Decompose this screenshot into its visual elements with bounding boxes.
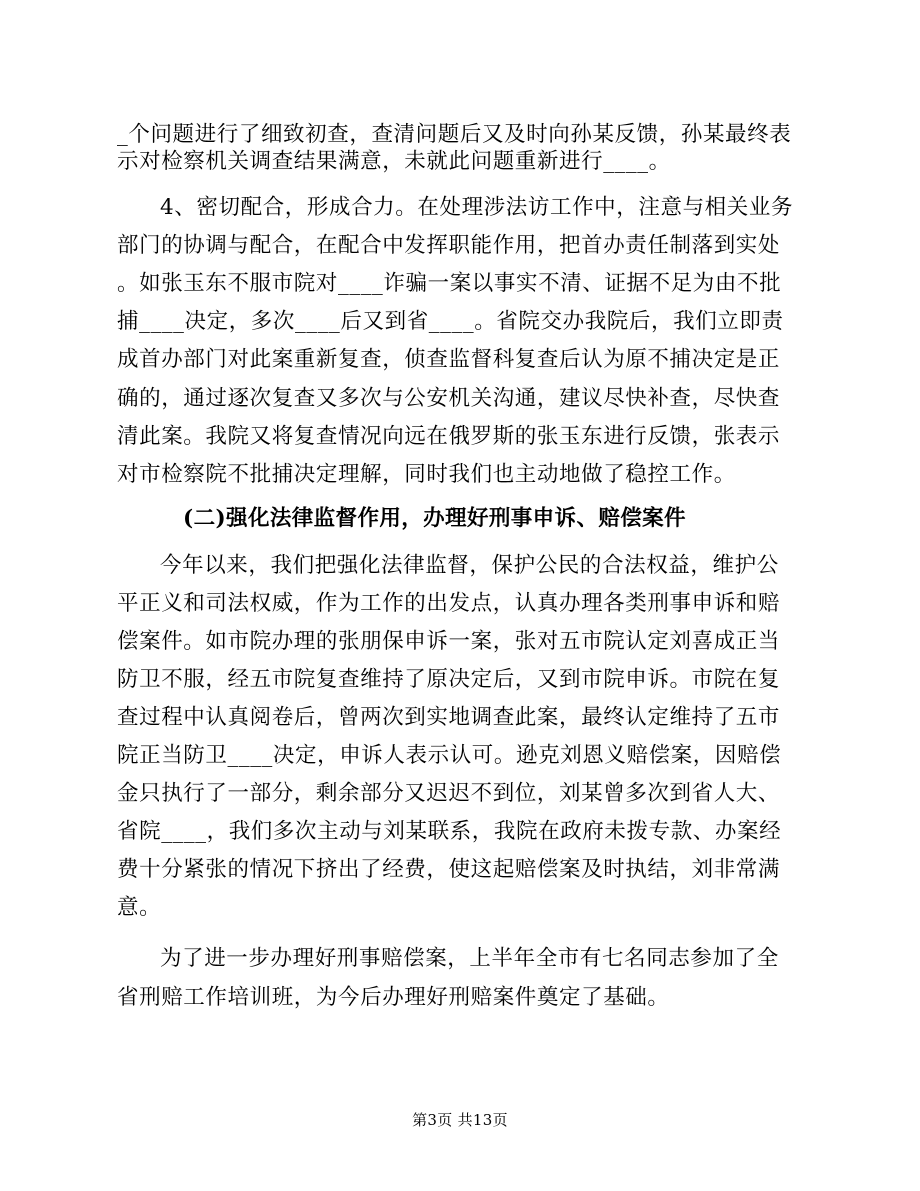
paragraph-2-line-5: 成首办部门对此案重新复查，侦查监督科复查后认为原不捕决定是正 [117, 347, 781, 372]
paragraph-1-line-1: _个问题进行了细致初查，查清问题后又及时向孙某反馈，孙某最终表 [117, 122, 792, 147]
paragraph-3-line-3: 偿案件。如市院办理的张朋保申诉一案，张对五市院认定刘喜成正当 [117, 629, 781, 654]
paragraph-2-line-8: 对市检察院不批捕决定理解，同时我们也主动地做了稳控工作。 [117, 462, 736, 487]
paragraph-3-line-6: 院正当防卫____决定，申诉人表示认可。逊克刘恩义赔偿案，因赔偿 [117, 743, 782, 768]
paragraph-3-line-9: 费十分紧张的情况下挤出了经费，使这起赔偿案及时执结，刘非常满 [117, 857, 781, 882]
paragraph-3-line-2: 平正义和司法权威，作为工作的出发点，认真办理各类刑事申诉和赔 [117, 591, 781, 616]
page-number-footer: 第3页 共13页 [412, 1111, 508, 1129]
paragraph-2-line-6: 确的，通过逐次复查又多次与公安机关沟通，建议尽快补查，尽快查 [117, 386, 781, 411]
paragraph-2-line-1: 4、密切配合，形成合力。在处理涉法访工作中，注意与相关业务 [160, 195, 794, 220]
paragraph-3-line-1: 今年以来，我们把强化法律监督，保护公民的合法权益，维护公 [160, 553, 779, 578]
paragraph-4-line-1: 为了进一步办理好刑事赔偿案，上半年全市有七名同志参加了全 [160, 946, 779, 971]
paragraph-2-line-2: 部门的协调与配合，在配合中发挥职能作用，把首办责任制落到实处 [117, 233, 781, 258]
paragraph-2-line-4: 捕____决定，多次____后又到省____。省院交办我院后，我们立即责 [117, 309, 784, 334]
paragraph-3-line-4: 防卫不服，经五市院复查维持了原决定后，又到市院申诉。市院在复 [117, 667, 781, 692]
paragraph-3-line-5: 查过程中认真阅卷后，曾两次到实地调查此案，最终认定维持了五市 [117, 705, 781, 730]
paragraph-3-line-7: 金只执行了一部分，剩余部分又迟迟不到位，刘某曾多次到省人大、 [117, 781, 781, 806]
paragraph-3-line-10: 意。 [117, 895, 162, 920]
paragraph-3-line-8: 省院____，我们多次主动与刘某联系，我院在政府未拨专款、办案经 [117, 819, 782, 844]
paragraph-2-line-7: 清此案。我院又将复查情况向远在俄罗斯的张玉东进行反馈，张表示 [117, 424, 781, 449]
paragraph-2-line-3: 。如张玉东不服市院对____诈骗一案以事实不清、证据不足为由不批 [117, 271, 782, 296]
paragraph-1-line-2: 示对检察机关调查结果满意，未就此问题重新进行____。 [117, 149, 671, 174]
section-heading: (二)强化法律监督作用，办理好刑事申诉、赔偿案件 [183, 506, 686, 531]
paragraph-4-line-2: 省刑赔工作培训班，为今后办理好刑赔案件奠定了基础。 [117, 985, 670, 1010]
